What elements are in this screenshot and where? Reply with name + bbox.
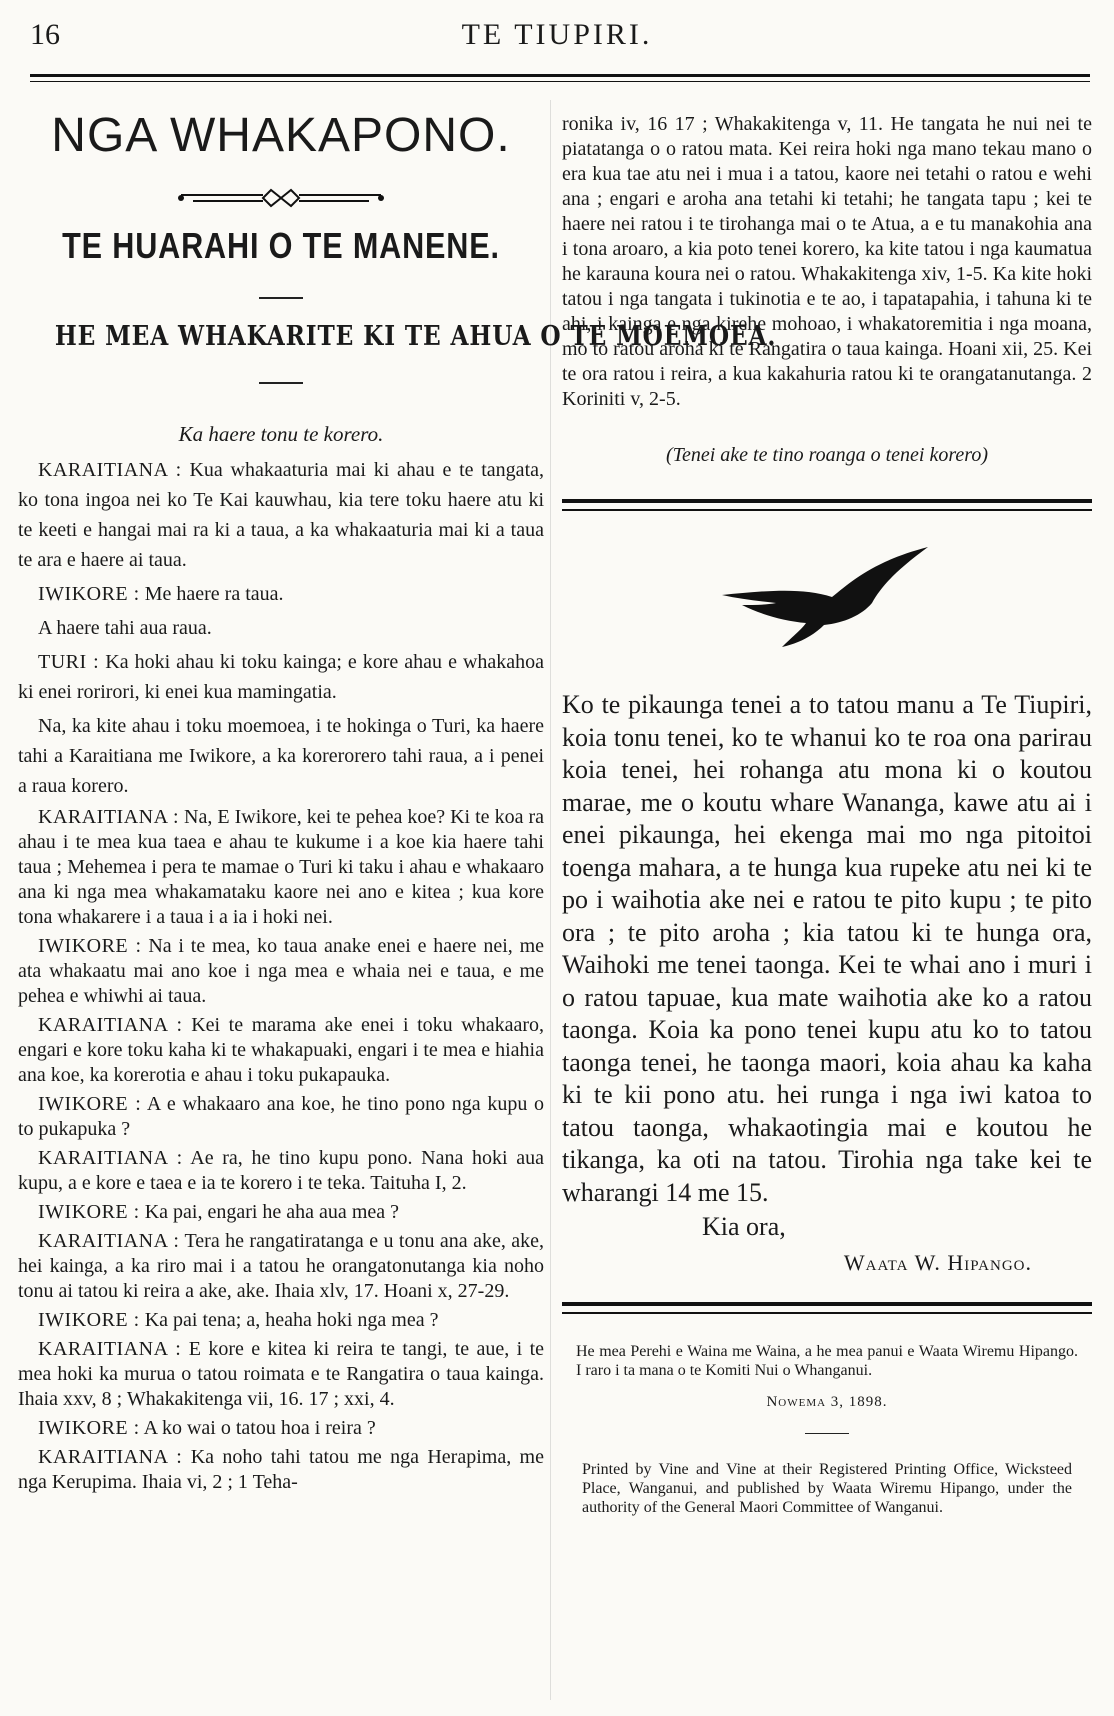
continued-paragraph: ronika iv, 16 17 ; Whakakitenga v, 11. He tangata he nui nei te piatatanga o o ratou mata. Kei reira hoki nga mano tekau mano o era kua tae atu nei i mua i a tatou, kaore nei tetahi o ratou e wehi ana ; engari e aroha ana tetahi ki tetahi; he tangata tapu ; kei te haere nei ratou i te tirohanga mai o te Atua, a e tu manakohia ana i tona aroaro, a kia poto tenei korero, ka kite tatou i nga kaumatua he karauna koura nei o ratou. Whakakitenga xiv, 1-5. Ka kite hoki tatou i nga tangata i tukinotia e te ao, i tapatapahia, i tahuna ki te ahi, i kainga e nga kirehe mohoao, i whakatoremitia i nga moana, mo to ratou aroha ki te Rangatira o taua kainga. Hoani xii, 25. Kei te ora ratou i reira, a kua kakahuria ratou ki te orangatanutanga. 2 Koriniti v, 2-5. — [562, 113, 1092, 410]
speech: Ae ra, he tino kupu pono. Nana hoki aua kupu, a e kore e taea e ia te korero i te teka. Taituha I, 2. — [18, 1147, 544, 1194]
speaker: IWIKORE : — [38, 935, 142, 957]
letter-closing: Kia ora, — [702, 1212, 786, 1241]
dialogue — [18, 455, 544, 1495]
continued-text — [562, 112, 1092, 412]
speaker: IWIKORE : — [38, 1309, 140, 1331]
dialogue-paragraph — [18, 805, 544, 930]
running-title: TE TIUPIRI. — [461, 18, 653, 51]
dialogue-paragraph — [18, 1308, 544, 1333]
double-rule — [562, 1302, 1092, 1314]
speaker: KARAITIANA : — [38, 1446, 183, 1468]
speech: Tera he rangatiratanga e u tonu ana ake, ake, hei kainga, a ka riro mai i a tatou he orangatonutanga kia noho tonu ai tatou ki reira a ake, ake. Ihaia xlv, 17. Hoani x, 27-29. — [18, 1230, 545, 1302]
to-be-continued-note: (Tenei ake te tino roanga o tenei korero) — [666, 444, 988, 466]
speaker: IWIKORE : — [38, 583, 140, 605]
short-rule — [259, 297, 303, 299]
short-rule — [805, 1433, 849, 1434]
speaker: KARAITIANA : — [38, 1230, 180, 1252]
speech: Kei te marama ake enei i toku whakaaro, engari e kore toku kaha ki te whakapuaki, engari i te mea e hiahia ana koe, ka korerotia e ahau i toku pukapauka. — [18, 1014, 544, 1086]
short-rule — [259, 382, 303, 384]
dialogue-paragraph — [18, 1200, 544, 1225]
double-rule — [562, 499, 1092, 511]
dialogue-paragraph — [18, 1337, 544, 1412]
speech: Kua whakaaturia mai ki ahau e te tangata, ko tona ingoa nei ko Te Kai kauwhau, kia tere toku haere atu ki te keeti e hangai mai ra ki a taua, a ka whakaaturia mai ki a taua te ara e haere ai taua. — [18, 459, 544, 571]
speech: Ka pai tena; a, heaha hoki nga mea ? — [144, 1309, 439, 1331]
speaker: KARAITIANA : — [38, 1014, 183, 1036]
speech: A e whakaaro ana koe, he tino pono nga kupu o to pukapuka ? — [18, 1093, 544, 1140]
dialogue-paragraph — [18, 1013, 544, 1088]
printer-notice: Printed by Vine and Vine at their Registered Printing Office, Wicksteed Place, Wanganui, and published by Waata Wiremu Hipango, under the authority of the General Maori Committee of Wanganui. — [582, 1460, 1072, 1516]
speech: A haere tahi aua raua. — [38, 617, 212, 639]
speech: Ka noho tahi tatou me nga Herapima, me nga Kerupima. Ihaia vi, 2 ; 1 Teha- — [18, 1446, 544, 1493]
speaker: IWIKORE : — [38, 1417, 140, 1439]
speech: Ka hoki ahau ki toku kainga; e kore ahau e whakahoa ki enei rorirori, ki enei kua mamingatia. — [18, 651, 545, 703]
subtitle: TE HUARAHI O TE MANENE. — [62, 225, 500, 266]
speaker: IWIKORE : — [38, 1201, 140, 1223]
dialogue-paragraph — [18, 1092, 544, 1142]
ornament-icon — [171, 185, 391, 211]
issue-date: Nowema 3, 1898. — [766, 1393, 888, 1410]
speaker: KARAITIANA : — [38, 1338, 182, 1360]
page-number: 16 — [30, 18, 60, 51]
dialogue-paragraph — [18, 711, 544, 801]
swallow-icon — [702, 539, 952, 649]
gothic-title: HE MEA WHAKARITE KI TE AHUA O TE MOEMOEA. — [54, 321, 777, 352]
speaker: TURI : — [38, 651, 100, 673]
speech: Na, ka kite ahau i toku moemoea, i te hokinga o Turi, ka haere tahi a Karaitiana me Iwikore, a ka korerorero tahi raua, a i penei a raua korero. — [18, 715, 544, 797]
dialogue-paragraph — [18, 1229, 544, 1304]
intro-line: Ka haere tonu te korero. — [178, 422, 384, 446]
letter-body: Ko te pikaunga tenei a to tatou manu a Te Tiupiri, koia tonu tenei, ko te whanui ko te roa ona parirau koia tenei, hei rohanga atu mona ki o koutou marae, me o koutu whare Wananga, kawe atu ai i enei pikaunga, hei ekenga mai mo nga pitoitoi toenga mahara, a te hunga kua rupeke atu nei ki te po i waihotia ake nei e ratou te pito kupu ; te pito ora ; te pito aroha ; kia tatou ki te hunga ora, Waihoki me tenei taonga. Kei te whai ano i muri i o ratou tapuae, kua mate waihotia ake ko a ratou taonga. Koia ka pono tenei kupu atu ko to tatou taonga tenei, he taonga maori, koia ahau ka kaha ki te kii pono atu. hei runga i nga iwi katoa to tatou taonga, whakaotingia mai e koutou he tikanga, ka oti na tatou. Tirohia nga take kei te wharangi 14 me 15. — [562, 690, 1092, 1207]
dialogue-paragraph — [18, 934, 544, 1009]
signature: Waata W. Hipango. — [843, 1249, 1032, 1275]
top-rule — [30, 74, 1090, 82]
dialogue-paragraph — [18, 613, 544, 643]
speaker: KARAITIANA : — [38, 459, 182, 481]
speaker: KARAITIANA : — [38, 806, 180, 828]
speech: Na i te mea, ko taua anake enei e haere nei, me ata whakaatu mai ano koe i nga mea e whaia nei e taua, e me pehea e whiwhi ai taua. — [18, 935, 544, 1007]
speaker: KARAITIANA : — [38, 1147, 183, 1169]
speaker: IWIKORE : — [38, 1093, 142, 1115]
imprint: He mea Perehi e Waina me Waina, a he mea panui e Waata Wiremu Hipango. I raro i ta mana o te Komiti Nui o Whanganui. — [576, 1342, 1078, 1379]
speech: E kore e kitea ki reira te tangi, te aue, i te mea hoki ka murua o tatou roimata e te Rangatira o taua kainga. Ihaia xxv, 8 ; Whakakitenga vii, 16. 17 ; xxi, 4. — [18, 1338, 545, 1410]
right-column — [562, 98, 1092, 1517]
main-title: NGA WHAKAPONO. — [51, 109, 511, 162]
letter — [562, 689, 1092, 1244]
speech: Ka pai, engari he aha aua mea ? — [144, 1201, 399, 1223]
dialogue-paragraph — [18, 455, 544, 575]
dialogue-paragraph — [18, 1416, 544, 1441]
dialogue-paragraph — [18, 1445, 544, 1495]
dialogue-paragraph — [18, 579, 544, 609]
speech: A ko wai o tatou hoa i reira ? — [143, 1417, 376, 1439]
dialogue-paragraph — [18, 647, 544, 707]
speech: Na, E Iwikore, kei te pehea koe? Ki te koa ra ahau i te mea kua taea e ahau te kukume i a koe kia haere tahi taua ; Mehemea i pera te mamae o Turi ki taku i ahau e whakaaro ana ki nga mea whakamataku kaore nei ano e kitea ; kua kore tona whakarere i a taua i a ia i hoki nei. — [18, 806, 544, 928]
speech: Me haere ra taua. — [144, 583, 284, 605]
dialogue-paragraph — [18, 1146, 544, 1196]
